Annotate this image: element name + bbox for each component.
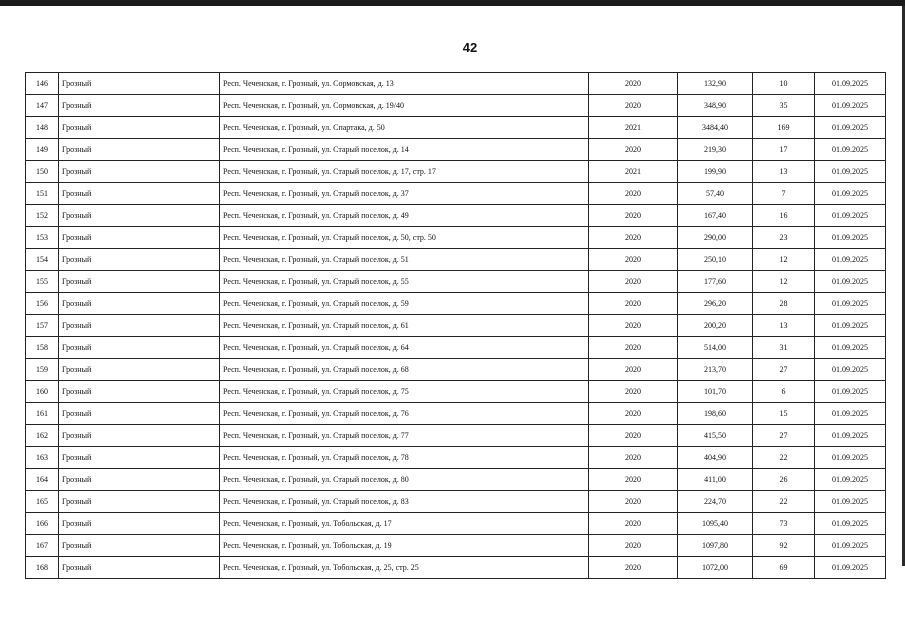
date-cell: 01.09.2025 bbox=[815, 205, 886, 227]
residents-cell: 73 bbox=[753, 513, 815, 535]
table-row bbox=[26, 95, 886, 117]
area-cell: 213,70 bbox=[678, 359, 753, 381]
date-cell: 01.09.2025 bbox=[815, 249, 886, 271]
date-cell: 01.09.2025 bbox=[815, 535, 886, 557]
year-cell: 2020 bbox=[589, 73, 678, 95]
address-cell: Респ. Чеченская, г. Грозный, ул. Старый поселок, д. 50, стр. 50 bbox=[220, 227, 589, 249]
area-cell: 57,40 bbox=[678, 183, 753, 205]
residents-cell: 169 bbox=[753, 117, 815, 139]
address-cell: Респ. Чеченская, г. Грозный, ул. Старый поселок, д. 68 bbox=[220, 359, 589, 381]
year-cell: 2020 bbox=[589, 315, 678, 337]
city-cell: Грозный bbox=[59, 403, 220, 425]
year-cell: 2020 bbox=[589, 337, 678, 359]
table-row bbox=[26, 469, 886, 491]
table-row bbox=[26, 249, 886, 271]
date-cell: 01.09.2025 bbox=[815, 315, 886, 337]
row-number-cell: 156 bbox=[26, 293, 59, 315]
residents-cell: 27 bbox=[753, 425, 815, 447]
area-cell: 1072,00 bbox=[678, 557, 753, 579]
residents-cell: 35 bbox=[753, 95, 815, 117]
area-cell: 224,70 bbox=[678, 491, 753, 513]
residents-cell: 10 bbox=[753, 73, 815, 95]
row-number-cell: 164 bbox=[26, 469, 59, 491]
address-cell: Респ. Чеченская, г. Грозный, ул. Старый поселок, д. 59 bbox=[220, 293, 589, 315]
residents-cell: 12 bbox=[753, 271, 815, 293]
city-cell: Грозный bbox=[59, 161, 220, 183]
registry-table-body bbox=[26, 73, 886, 579]
city-cell: Грозный bbox=[59, 183, 220, 205]
date-cell: 01.09.2025 bbox=[815, 117, 886, 139]
year-cell: 2021 bbox=[589, 117, 678, 139]
table-row bbox=[26, 139, 886, 161]
year-cell: 2020 bbox=[589, 469, 678, 491]
table-row bbox=[26, 183, 886, 205]
row-number-cell: 154 bbox=[26, 249, 59, 271]
year-cell: 2020 bbox=[589, 491, 678, 513]
table-row bbox=[26, 425, 886, 447]
residents-cell: 28 bbox=[753, 293, 815, 315]
area-cell: 219,30 bbox=[678, 139, 753, 161]
table-row bbox=[26, 535, 886, 557]
table-row bbox=[26, 513, 886, 535]
address-cell: Респ. Чеченская, г. Грозный, ул. Старый поселок, д. 80 bbox=[220, 469, 589, 491]
row-number-cell: 168 bbox=[26, 557, 59, 579]
city-cell: Грозный bbox=[59, 359, 220, 381]
table-row bbox=[26, 227, 886, 249]
residents-cell: 13 bbox=[753, 161, 815, 183]
address-cell: Респ. Чеченская, г. Грозный, ул. Старый поселок, д. 61 bbox=[220, 315, 589, 337]
row-number-cell: 167 bbox=[26, 535, 59, 557]
table-row bbox=[26, 403, 886, 425]
address-cell: Респ. Чеченская, г. Грозный, ул. Старый поселок, д. 76 bbox=[220, 403, 589, 425]
area-cell: 1095,40 bbox=[678, 513, 753, 535]
date-cell: 01.09.2025 bbox=[815, 139, 886, 161]
address-cell: Респ. Чеченская, г. Грозный, ул. Тобольская, д. 25, стр. 25 bbox=[220, 557, 589, 579]
residents-cell: 15 bbox=[753, 403, 815, 425]
date-cell: 01.09.2025 bbox=[815, 73, 886, 95]
registry-table bbox=[25, 72, 886, 579]
address-cell: Респ. Чеченская, г. Грозный, ул. Старый поселок, д. 17, стр. 17 bbox=[220, 161, 589, 183]
table-row bbox=[26, 491, 886, 513]
year-cell: 2020 bbox=[589, 557, 678, 579]
city-cell: Грозный bbox=[59, 447, 220, 469]
residents-cell: 7 bbox=[753, 183, 815, 205]
row-number-cell: 152 bbox=[26, 205, 59, 227]
table-row bbox=[26, 117, 886, 139]
year-cell: 2020 bbox=[589, 227, 678, 249]
area-cell: 514,00 bbox=[678, 337, 753, 359]
residents-cell: 16 bbox=[753, 205, 815, 227]
date-cell: 01.09.2025 bbox=[815, 271, 886, 293]
address-cell: Респ. Чеченская, г. Грозный, ул. Старый поселок, д. 78 bbox=[220, 447, 589, 469]
city-cell: Грозный bbox=[59, 73, 220, 95]
row-number-cell: 159 bbox=[26, 359, 59, 381]
residents-cell: 27 bbox=[753, 359, 815, 381]
date-cell: 01.09.2025 bbox=[815, 469, 886, 491]
date-cell: 01.09.2025 bbox=[815, 293, 886, 315]
residents-cell: 13 bbox=[753, 315, 815, 337]
area-cell: 411,00 bbox=[678, 469, 753, 491]
table-row bbox=[26, 161, 886, 183]
table-row bbox=[26, 447, 886, 469]
area-cell: 167,40 bbox=[678, 205, 753, 227]
row-number-cell: 157 bbox=[26, 315, 59, 337]
row-number-cell: 149 bbox=[26, 139, 59, 161]
area-cell: 101,70 bbox=[678, 381, 753, 403]
year-cell: 2020 bbox=[589, 205, 678, 227]
area-cell: 200,20 bbox=[678, 315, 753, 337]
address-cell: Респ. Чеченская, г. Грозный, ул. Старый поселок, д. 55 bbox=[220, 271, 589, 293]
city-cell: Грозный bbox=[59, 513, 220, 535]
table-row bbox=[26, 337, 886, 359]
year-cell: 2020 bbox=[589, 381, 678, 403]
table-row bbox=[26, 205, 886, 227]
residents-cell: 12 bbox=[753, 249, 815, 271]
city-cell: Грозный bbox=[59, 293, 220, 315]
year-cell: 2020 bbox=[589, 403, 678, 425]
address-cell: Респ. Чеченская, г. Грозный, ул. Старый поселок, д. 64 bbox=[220, 337, 589, 359]
row-number-cell: 155 bbox=[26, 271, 59, 293]
date-cell: 01.09.2025 bbox=[815, 491, 886, 513]
row-number-cell: 148 bbox=[26, 117, 59, 139]
address-cell: Респ. Чеченская, г. Грозный, ул. Старый поселок, д. 77 bbox=[220, 425, 589, 447]
area-cell: 290,00 bbox=[678, 227, 753, 249]
residents-cell: 26 bbox=[753, 469, 815, 491]
city-cell: Грозный bbox=[59, 381, 220, 403]
table-row bbox=[26, 271, 886, 293]
year-cell: 2020 bbox=[589, 293, 678, 315]
date-cell: 01.09.2025 bbox=[815, 447, 886, 469]
city-cell: Грозный bbox=[59, 205, 220, 227]
date-cell: 01.09.2025 bbox=[815, 381, 886, 403]
date-cell: 01.09.2025 bbox=[815, 557, 886, 579]
year-cell: 2020 bbox=[589, 139, 678, 161]
year-cell: 2020 bbox=[589, 183, 678, 205]
row-number-cell: 151 bbox=[26, 183, 59, 205]
residents-cell: 6 bbox=[753, 381, 815, 403]
address-cell: Респ. Чеченская, г. Грозный, ул. Тобольская, д. 19 bbox=[220, 535, 589, 557]
year-cell: 2020 bbox=[589, 249, 678, 271]
date-cell: 01.09.2025 bbox=[815, 337, 886, 359]
address-cell: Респ. Чеченская, г. Грозный, ул. Старый поселок, д. 14 bbox=[220, 139, 589, 161]
residents-cell: 69 bbox=[753, 557, 815, 579]
row-number-cell: 160 bbox=[26, 381, 59, 403]
row-number-cell: 158 bbox=[26, 337, 59, 359]
address-cell: Респ. Чеченская, г. Грозный, ул. Тобольская, д. 17 bbox=[220, 513, 589, 535]
row-number-cell: 150 bbox=[26, 161, 59, 183]
table-row bbox=[26, 359, 886, 381]
city-cell: Грозный bbox=[59, 227, 220, 249]
area-cell: 348,90 bbox=[678, 95, 753, 117]
residents-cell: 22 bbox=[753, 447, 815, 469]
city-cell: Грозный bbox=[59, 469, 220, 491]
row-number-cell: 147 bbox=[26, 95, 59, 117]
area-cell: 1097,80 bbox=[678, 535, 753, 557]
row-number-cell: 165 bbox=[26, 491, 59, 513]
date-cell: 01.09.2025 bbox=[815, 227, 886, 249]
area-cell: 404,90 bbox=[678, 447, 753, 469]
table-row bbox=[26, 73, 886, 95]
year-cell: 2020 bbox=[589, 95, 678, 117]
area-cell: 415,50 bbox=[678, 425, 753, 447]
top-border-rule bbox=[0, 0, 905, 6]
year-cell: 2020 bbox=[589, 535, 678, 557]
residents-cell: 31 bbox=[753, 337, 815, 359]
address-cell: Респ. Чеченская, г. Грозный, ул. Сормовская, д. 13 bbox=[220, 73, 589, 95]
city-cell: Грозный bbox=[59, 95, 220, 117]
date-cell: 01.09.2025 bbox=[815, 403, 886, 425]
residents-cell: 17 bbox=[753, 139, 815, 161]
table-row bbox=[26, 381, 886, 403]
city-cell: Грозный bbox=[59, 117, 220, 139]
area-cell: 132,90 bbox=[678, 73, 753, 95]
area-cell: 199,90 bbox=[678, 161, 753, 183]
residents-cell: 92 bbox=[753, 535, 815, 557]
city-cell: Грозный bbox=[59, 139, 220, 161]
area-cell: 177,60 bbox=[678, 271, 753, 293]
date-cell: 01.09.2025 bbox=[815, 359, 886, 381]
row-number-cell: 166 bbox=[26, 513, 59, 535]
area-cell: 250,10 bbox=[678, 249, 753, 271]
city-cell: Грозный bbox=[59, 557, 220, 579]
year-cell: 2020 bbox=[589, 359, 678, 381]
city-cell: Грозный bbox=[59, 249, 220, 271]
city-cell: Грозный bbox=[59, 337, 220, 359]
row-number-cell: 162 bbox=[26, 425, 59, 447]
year-cell: 2020 bbox=[589, 271, 678, 293]
area-cell: 198,60 bbox=[678, 403, 753, 425]
address-cell: Респ. Чеченская, г. Грозный, ул. Старый поселок, д. 75 bbox=[220, 381, 589, 403]
residents-cell: 23 bbox=[753, 227, 815, 249]
area-cell: 296,20 bbox=[678, 293, 753, 315]
city-cell: Грозный bbox=[59, 315, 220, 337]
year-cell: 2021 bbox=[589, 161, 678, 183]
year-cell: 2020 bbox=[589, 425, 678, 447]
row-number-cell: 161 bbox=[26, 403, 59, 425]
city-cell: Грозный bbox=[59, 271, 220, 293]
city-cell: Грозный bbox=[59, 535, 220, 557]
city-cell: Грозный bbox=[59, 425, 220, 447]
address-cell: Респ. Чеченская, г. Грозный, ул. Старый поселок, д. 51 bbox=[220, 249, 589, 271]
address-cell: Респ. Чеченская, г. Грозный, ул. Старый поселок, д. 37 bbox=[220, 183, 589, 205]
date-cell: 01.09.2025 bbox=[815, 513, 886, 535]
table-row bbox=[26, 557, 886, 579]
row-number-cell: 153 bbox=[26, 227, 59, 249]
year-cell: 2020 bbox=[589, 513, 678, 535]
row-number-cell: 163 bbox=[26, 447, 59, 469]
address-cell: Респ. Чеченская, г. Грозный, ул. Спартака, д. 50 bbox=[220, 117, 589, 139]
residents-cell: 22 bbox=[753, 491, 815, 513]
table-row bbox=[26, 293, 886, 315]
area-cell: 3484,40 bbox=[678, 117, 753, 139]
date-cell: 01.09.2025 bbox=[815, 425, 886, 447]
date-cell: 01.09.2025 bbox=[815, 183, 886, 205]
date-cell: 01.09.2025 bbox=[815, 161, 886, 183]
row-number-cell: 146 bbox=[26, 73, 59, 95]
page-number: 42 bbox=[462, 40, 478, 55]
date-cell: 01.09.2025 bbox=[815, 95, 886, 117]
address-cell: Респ. Чеченская, г. Грозный, ул. Старый поселок, д. 83 bbox=[220, 491, 589, 513]
table-row bbox=[26, 315, 886, 337]
year-cell: 2020 bbox=[589, 447, 678, 469]
address-cell: Респ. Чеченская, г. Грозный, ул. Сормовская, д. 19/40 bbox=[220, 95, 589, 117]
city-cell: Грозный bbox=[59, 491, 220, 513]
address-cell: Респ. Чеченская, г. Грозный, ул. Старый поселок, д. 49 bbox=[220, 205, 589, 227]
